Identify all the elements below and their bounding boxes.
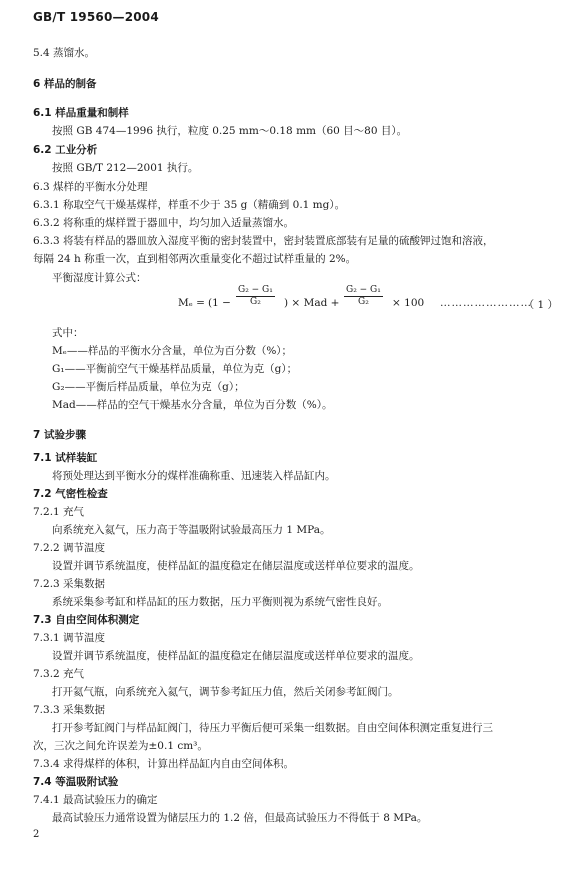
formula-dots: …………………… [440, 297, 532, 309]
formula-mid: ) × Mad + [284, 297, 340, 309]
frac2-denominator: G₂ [358, 297, 369, 307]
text-line-s6-3-3: 6.3.3 将装有样品的器皿放入湿度平衡的密封装置中，密封装置底部装有足量的硫酸钾过饱和溶液， [33, 235, 494, 247]
frac1-denominator: G₂ [250, 297, 261, 307]
frac2-numerator: G₂ − G₁ [346, 285, 381, 295]
text-line-s7-2-2-t: 设置并调节系统温度，使样品缸的温度稳定在储层温度或送样单位要求的温度。 [52, 560, 420, 572]
text-line-s6: 6 样品的制备 [33, 78, 97, 90]
text-line-s7-1: 7.1 试样装缸 [33, 452, 98, 464]
formula-lhs: Mₑ = [178, 297, 205, 309]
text-line-s6-1: 6.1 样品重量和制样 [33, 107, 129, 119]
text-line-d-me: Mₑ——样品的平衡水分含量，单位为百分数（%）； [52, 345, 293, 357]
text-line-s6-3: 6.3 煤样的平衡水分处理 [33, 181, 148, 193]
text-line-s7: 7 试验步骤 [33, 429, 86, 441]
text-line-s7-2-2: 7.2.2 调节温度 [33, 542, 106, 554]
text-line-s7-4: 7.4 等温吸附试验 [33, 776, 119, 788]
text-line-s6-3-3b: 每隔 24 h 称重一次，直到相邻两次重量变化不超过试样重量的 2%。 [33, 253, 357, 265]
text-line-shizhong: 式中： [52, 327, 84, 339]
formula-tail: × 100 [392, 297, 425, 309]
standard-header: GB/T 19560—2004 [33, 10, 159, 24]
text-line-s7-3-3-t2: 次，三次之间允许误差为±0.1 cm³。 [33, 740, 208, 752]
text-line-s6-1-t: 按照 GB 474—1996 执行，粒度 0.25 mm～0.18 mm（60 目～80 目）。 [52, 125, 408, 137]
text-line-s7-2-1-t: 向系统充入氦气，压力高于等温吸附试验最高压力 1 MPa。 [52, 524, 331, 536]
text-line-s7-2-1: 7.2.1 充气 [33, 506, 85, 518]
text-line-s6-2: 6.2 工业分析 [33, 144, 98, 156]
text-line-s7-3-4: 7.3.4 求得煤样的体积，计算出样品缸内自由空间体积。 [33, 758, 295, 770]
text-line-d-g2: G₂——平衡后样品质量，单位为克（g）； [52, 381, 245, 393]
text-line-s7-3-1-t: 设置并调节系统温度，使样品缸的温度稳定在储层温度或送样单位要求的温度。 [52, 650, 420, 662]
text-line-s6-3-1: 6.3.1 称取空气干燥基煤样，样重不少于 35 g（精确到 0.1 mg）。 [33, 199, 346, 211]
text-line-s7-3-1: 7.3.1 调节温度 [33, 632, 106, 644]
text-line-s7-4-1-t: 最高试验压力通常设置为储层压力的 1.2 倍，但最高试验压力不得低于 8 MPa。 [52, 812, 428, 824]
text-line-s7-2-3: 7.2.3 采集数据 [33, 578, 106, 590]
text-line-d-g1: G₁——平衡前空气干燥基样品质量，单位为克（g）； [52, 363, 298, 375]
text-line-d-mad: Mad——样品的空气干燥基水分含量，单位为百分数（%）。 [52, 399, 333, 411]
text-line-s7-1-t: 将预处理达到平衡水分的煤样准确称重、迅速装入样品缸内。 [52, 470, 336, 482]
text-line-s7-2-3-t: 系统采集参考缸和样品缸的压力数据，压力平衡则视为系统气密性良好。 [52, 596, 388, 608]
text-line-s5-4: 5.4 蒸馏水。 [33, 47, 96, 59]
equilibrium-moisture-formula [178, 287, 558, 321]
text-line-s6-3-3c: 平衡湿度计算公式： [52, 272, 147, 284]
text-line-s7-3-2-t: 打开氦气瓶，向系统充入氦气，调节参考缸压力值，然后关闭参考缸阀门。 [52, 686, 399, 698]
text-line-s6-2-t: 按照 GB/T 212—2001 执行。 [52, 162, 199, 174]
text-line-s7-3-2: 7.3.2 充气 [33, 668, 85, 680]
text-line-s7-3: 7.3 自由空间体积测定 [33, 614, 140, 626]
frac1-numerator: G₂ − G₁ [238, 285, 273, 295]
text-line-s7-4-1: 7.4.1 最高试验压力的确定 [33, 794, 158, 806]
formula-frac1 [236, 286, 275, 309]
text-line-s7-2: 7.2 气密性检查 [33, 488, 108, 500]
formula-lparen: (1 − [208, 297, 231, 309]
text-line-s6-3-2: 6.3.2 将称重的煤样置于器皿中，均匀加入适量蒸馏水。 [33, 217, 295, 229]
text-line-s7-3-3-t: 打开参考缸阀门与样品缸阀门，待压力平衡后便可采集一组数据。自由空间体积测定重复进行三 [52, 722, 493, 734]
page-number: 2 [33, 829, 40, 840]
formula-frac2 [344, 286, 383, 309]
text-line-s7-3-3: 7.3.3 采集数据 [33, 704, 106, 716]
equation-number: （ 1 ） [523, 299, 558, 311]
